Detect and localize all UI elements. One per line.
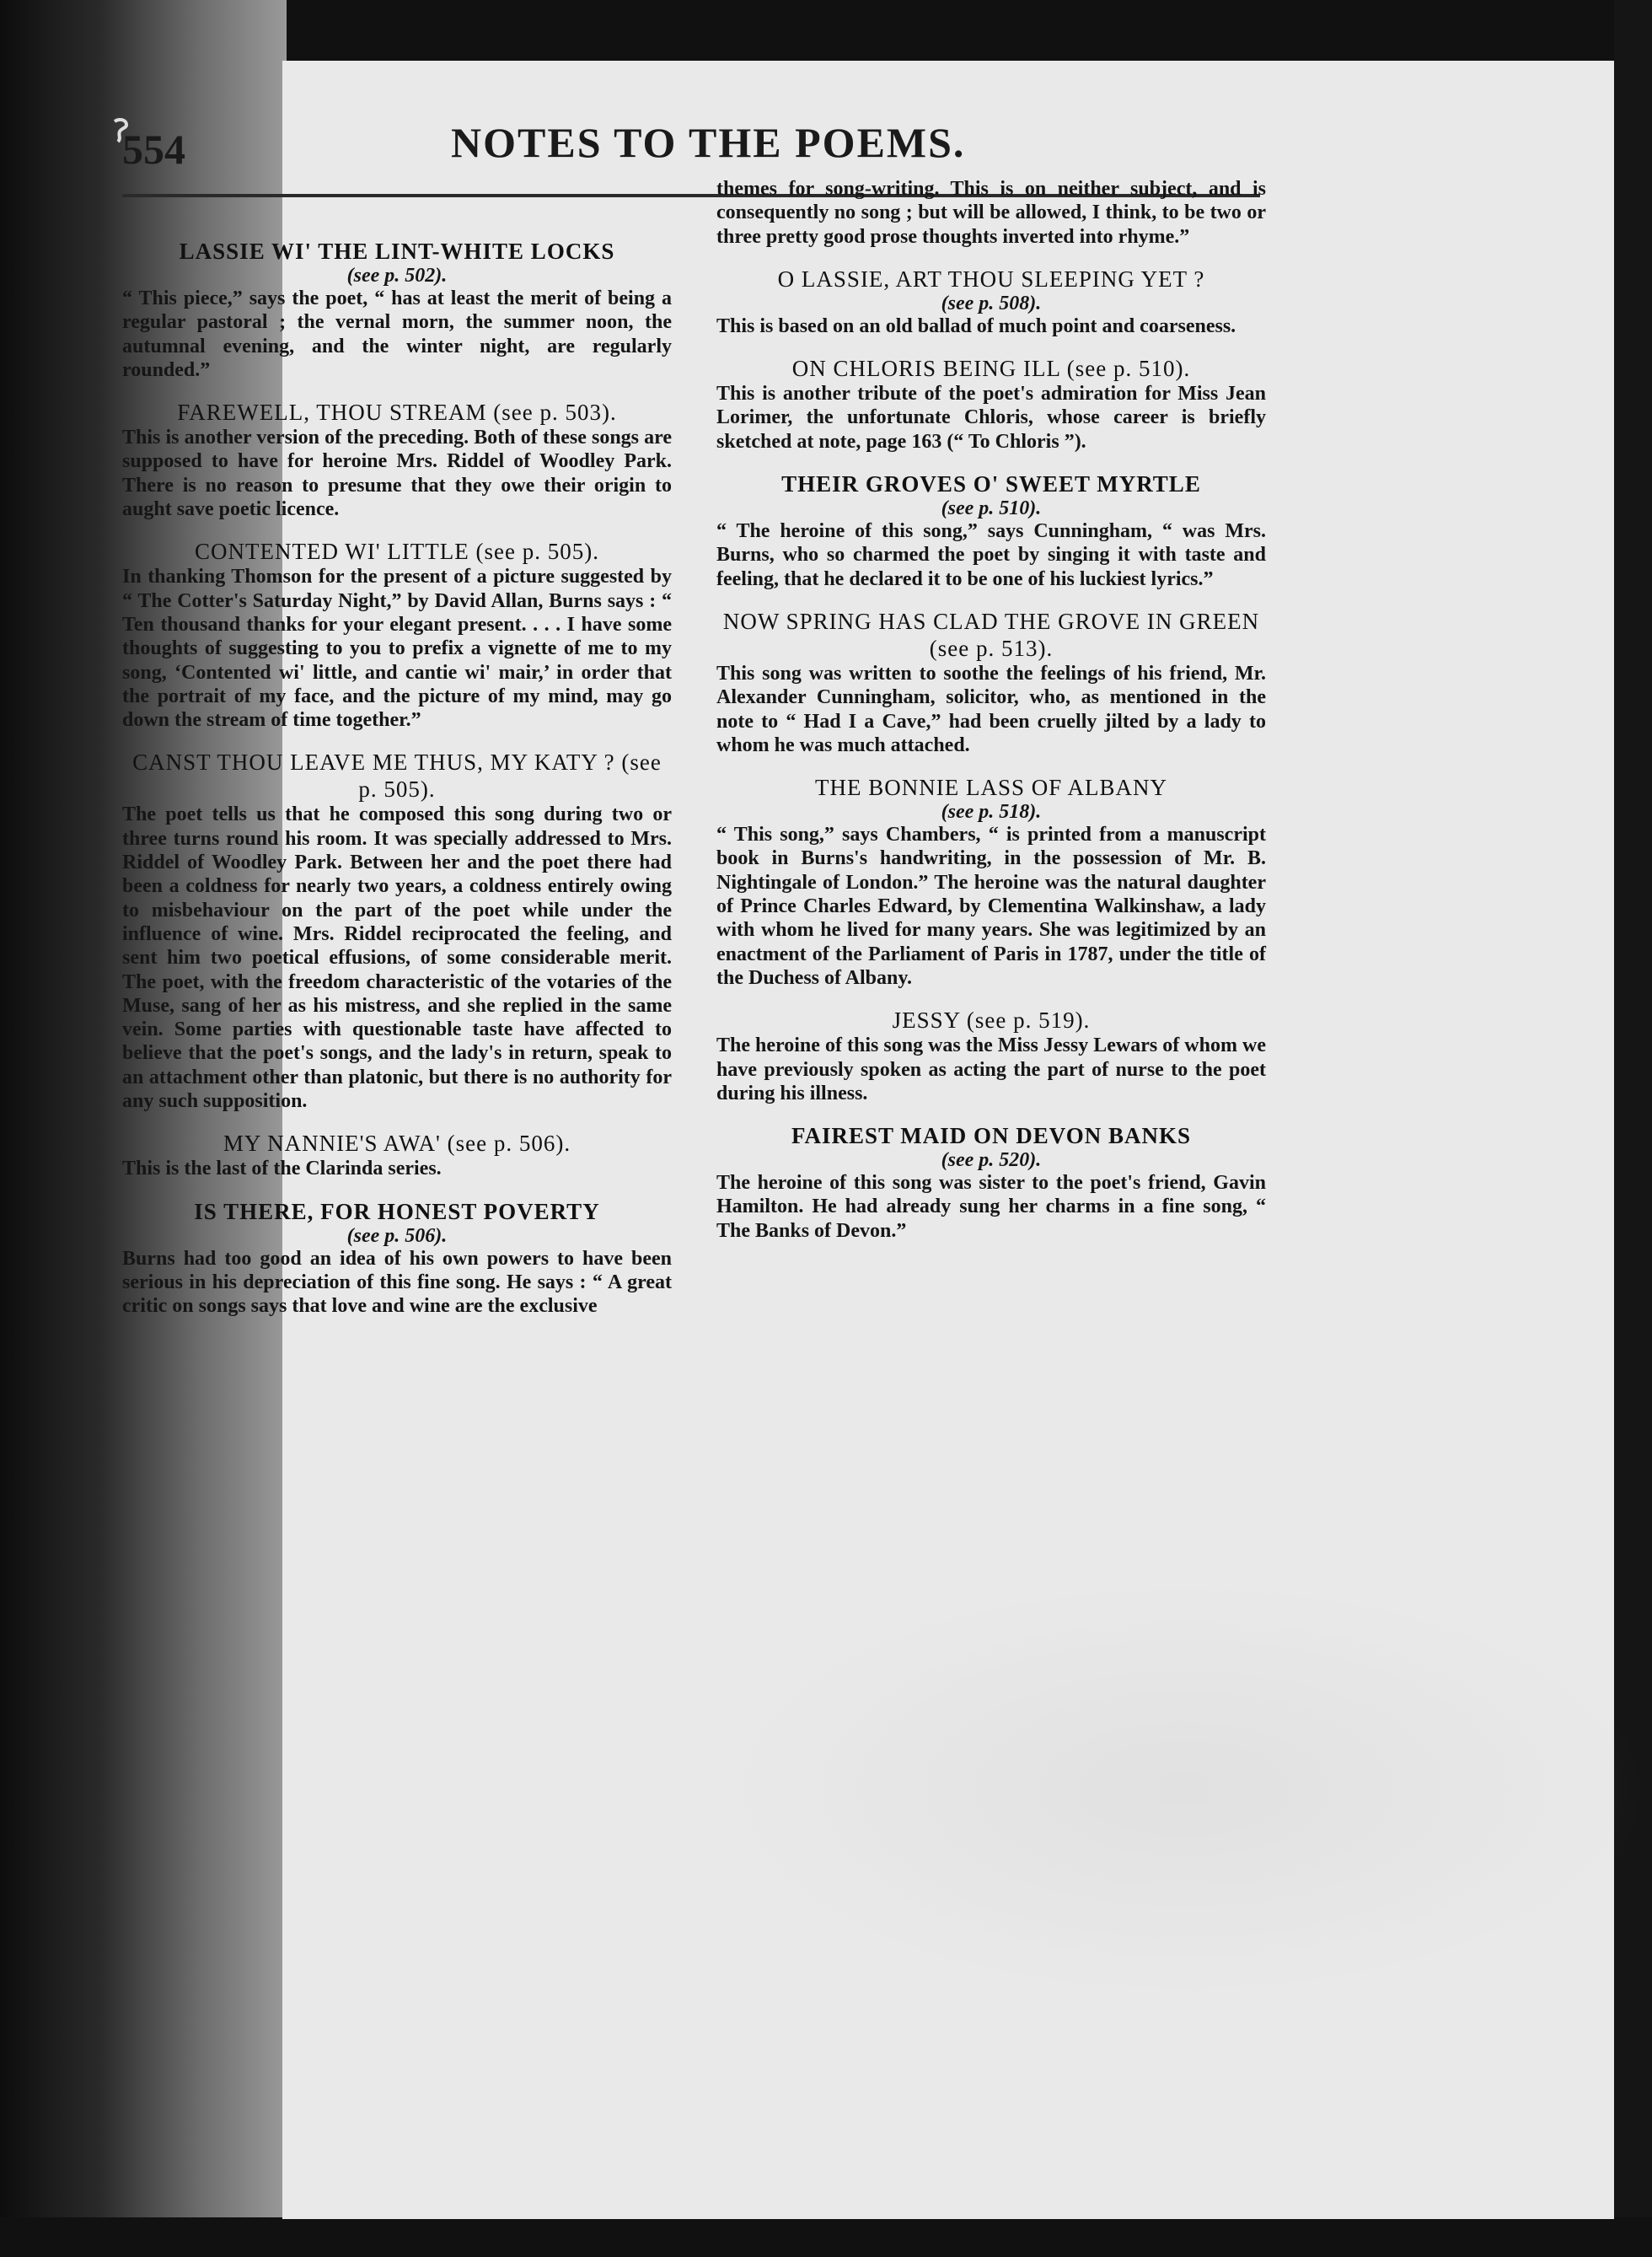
note-title: MY NANNIE'S AWA' (see p. 506). (223, 1131, 571, 1157)
note-body: “ This piece,” says the poet, “ has at least the merit of being a regular pastoral ; the vernal morn, the summer noon, the autumnal evening, and the winter night, are regularly rounded.” (122, 287, 672, 381)
left-column (122, 238, 672, 1335)
note-body: This is another version of the preceding. Both of these songs are supposed to have for heroine Mrs. Riddel of Woodley Park. There is no reason to presume that they owe their origin to aught save poetic licence. (122, 427, 672, 521)
note-entry (716, 266, 1266, 338)
note-body: “ This song,” says Chambers, “ is printed from a manuscript book in Burns's handwriting, in the possession of Mr. B. Nightingale of London.” The heroine was the natural daughter of Prince Charles Edward, by Clementina Walkinshaw, a lady with whom he lived for many years. She was legitimized by an enactment of the Parliament of Paris in 1787, under the title of the Duchess of Albany. (716, 824, 1266, 989)
scan-border-bottom (0, 2217, 1652, 2257)
note-title: THE BONNIE LASS OF ALBANY (814, 775, 1168, 801)
note-entry (122, 1198, 672, 1319)
note-reference: (see p. 518). (941, 801, 1042, 824)
right-column (716, 177, 1266, 1260)
note-reference: (see p. 510). (941, 497, 1042, 520)
note-title: IS THERE, FOR HONEST POVERTY (194, 1198, 600, 1224)
note-entry (122, 538, 672, 732)
note-title: FAREWELL, THOU STREAM (see p. 503). (177, 400, 617, 426)
note-title: CONTENTED WI' LITTLE (see p. 505). (195, 539, 599, 565)
note-entry (716, 608, 1266, 757)
note-title: NOW SPRING HAS CLAD THE GROVE IN GREEN (see p. 513). (722, 608, 1260, 661)
note-reference: (see p. 520). (941, 1149, 1042, 1172)
note-entry (122, 1130, 672, 1180)
note-title: THEIR GROVES O' SWEET MYRTLE (781, 471, 1201, 497)
note-entry (716, 470, 1266, 591)
note-body: The heroine of this song was sister to the poet's friend, Gavin Hamilton. He had already sung her charms in a fine song, “ The Banks of Devon.” (716, 1172, 1266, 1242)
note-entry (716, 355, 1266, 454)
running-title: NOTES TO THE POEMS. (451, 119, 966, 166)
note-reference: (see p. 508). (941, 292, 1042, 314)
note-title: O LASSIE, ART THOU SLEEPING YET ? (777, 266, 1205, 292)
note-entry (716, 1007, 1266, 1105)
note-entry (716, 1122, 1266, 1243)
note-title: JESSY (see p. 519). (892, 1008, 1091, 1034)
note-title: ON CHLORIS BEING ILL (see p. 510). (791, 356, 1191, 382)
note-body: This is based on an old ballad of much point and coarseness. (716, 314, 1236, 337)
note-title: LASSIE WI' THE LINT-WHITE LOCKS (179, 239, 615, 264)
note-entry (716, 774, 1266, 990)
note-reference: (see p. 506). (346, 1224, 448, 1247)
note-body: themes for song-writing. This is on neither subject, and is consequently no song ; but will be allowed, I think, to be two or three pretty good prose thoughts inverted into rhyme.” (716, 178, 1266, 248)
note-entry (122, 749, 672, 1113)
note-title: FAIREST MAID ON DEVON BANKS (791, 1123, 1192, 1149)
page-number: 554 (122, 126, 185, 173)
note-body: This song was written to soothe the feelings of his friend, Mr. Alexander Cunningham, solicitor, who, as mentioned in the note to “ Had I a Cave,” had been cruelly jilted by a lady to whom he was much attached. (716, 662, 1266, 756)
note-body: This is another tribute of the poet's admiration for Miss Jean Lorimer, the unfortunate Chloris, whose career is briefly sketched at note, page 163 (“ To Chloris ”). (716, 383, 1266, 453)
note-reference: (see p. 502). (346, 265, 448, 287)
note-body: Burns had too good an idea of his own powers to have been serious in his depreciation of this fine song. He says : “ A great critic on songs says that love and wine are the exclusive (122, 1247, 672, 1318)
note-body: In thanking Thomson for the present of a picture suggested by “ The Cotter's Saturday Night,” by David Allan, Burns says : “ Ten thousand thanks for your elegant present. . . . I have some thoughts of suggesting to you to prefix a vignette of me to my song, ‘Contented wi' little, and cantie wi' mair,’ in order that the portrait of my face, and the picture of my mind, may go down the stream of time together.” (122, 566, 672, 732)
paper-stain (721, 1578, 1648, 2000)
note-title: CANST THOU LEAVE ME THUS, MY KATY ? (see p. 505). (132, 750, 662, 803)
note-body: This is the last of the Clarinda series. (122, 1158, 442, 1180)
note-entry (122, 399, 672, 521)
note-body: The heroine of this song was the Miss Jessy Lewars of whom we have previously spoken as acting the part of nurse to the poet during his illness. (716, 1034, 1266, 1104)
note-body: “ The heroine of this song,” says Cunningham, “ was Mrs. Burns, who so charmed the poet by singing it with taste and feeling, that he declared it to be one of his luckiest lyrics.” (716, 520, 1266, 590)
note-entry (716, 177, 1266, 249)
note-body: The poet tells us that he composed this song during two or three turns round his room. It was specially addressed to Mrs. Riddel of Woodley Park. Between her and the poet there had been a coldness for nearly two years, a coldness entirely owing to misbehaviour on the part of the poet while under the influence of wine. Mrs. Riddel reciprocated the feeling, and sent him two poetical effusions, of some considerable merit. The poet, with the freedom characteristic of the votaries of the Muse, sang of her as his mistress, and she replied in the same vein. Some parties with questionable taste have affected to believe that the poet's songs, and the lady's in return, speak to an attachment other than platonic, but there is no authority for any such supposition. (122, 803, 672, 1113)
note-entry (122, 238, 672, 382)
